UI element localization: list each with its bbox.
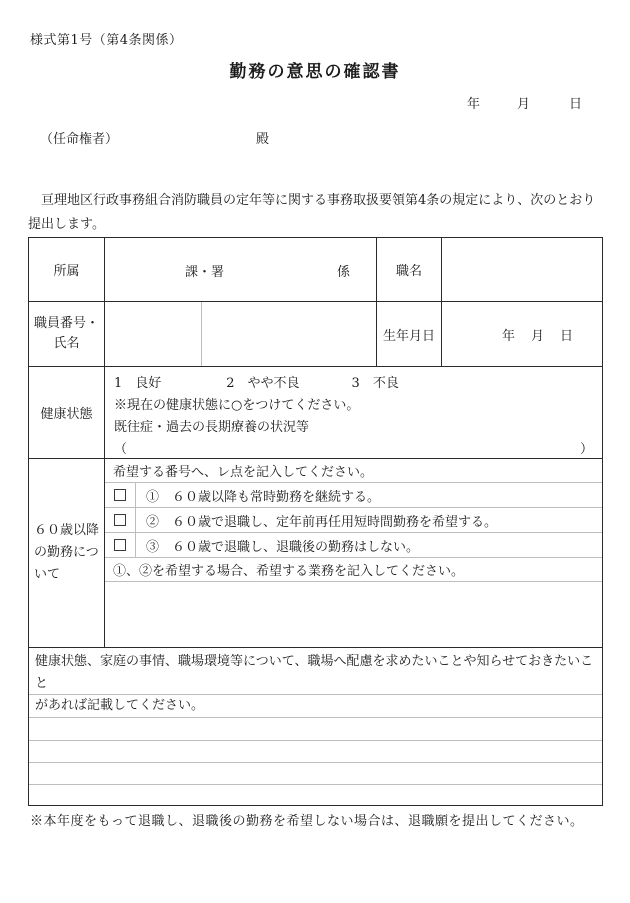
- birth-year-label: 年: [502, 328, 516, 344]
- affiliation-input-cell[interactable]: [105, 238, 377, 301]
- option-3-checkbox[interactable]: [105, 533, 136, 557]
- remarks-writing-line[interactable]: [29, 785, 602, 805]
- row-work-after-60: [29, 459, 602, 648]
- option-2-checkbox[interactable]: [105, 508, 136, 532]
- work-after-60-label: [29, 459, 105, 647]
- employee-number-name-label: [29, 302, 105, 366]
- checkbox-icon: [114, 539, 126, 551]
- health-content: [105, 367, 602, 458]
- division-label: 課・署: [185, 265, 225, 280]
- date-month-label: 月: [517, 97, 531, 112]
- section-label: 係: [337, 265, 351, 280]
- row-employee: [29, 302, 602, 367]
- date-line: [0, 93, 630, 111]
- remarks-instruction: [29, 648, 602, 713]
- paren-close: ）: [579, 442, 593, 457]
- appointing-authority-label: （任命権者）: [40, 132, 119, 147]
- date-year-label: 年: [467, 97, 481, 112]
- option-3-text: ③ ６０歳で退職し、退職後の勤務はしない。: [146, 539, 420, 555]
- work-option-row-3: [105, 533, 602, 558]
- checkbox-icon: [114, 489, 126, 501]
- row-affiliation: [29, 238, 602, 302]
- birth-day-label: 日: [560, 328, 574, 344]
- page-title: 勤務の意思の確認書: [229, 62, 401, 82]
- option-1-text: ① ６０歳以降も常時勤務を継続する。: [146, 489, 381, 505]
- remarks-line-1: 健康状態、家庭の事情、職場環境等について、職場へ配慮を求めたいことや知らせておきたいこと: [35, 654, 594, 691]
- work-note: ①、②を希望する場合、希望する業務を記入してください。: [105, 558, 602, 582]
- checkbox-icon: [114, 514, 126, 526]
- row-health: [29, 367, 602, 459]
- health-note-1: ※現在の健康状態に○をつけてください。: [114, 398, 360, 413]
- employee-number-input-cell[interactable]: [105, 302, 202, 366]
- paren-open: （: [114, 442, 128, 457]
- footnote: ※本年度をもって退職し、退職後の勤務を希望しない場合は、退職願を提出してください。: [30, 814, 584, 829]
- work-instruction: 希望する番号へ、レ点を記入してください。: [105, 459, 602, 483]
- position-label: 職名: [377, 238, 442, 301]
- work-label-line1: ６０歳以降: [34, 523, 100, 538]
- birthdate-input-cell[interactable]: [442, 302, 602, 366]
- desired-duties-input[interactable]: [105, 582, 602, 647]
- body-paragraph: [28, 189, 604, 237]
- remarks-writing-line[interactable]: [29, 741, 602, 763]
- remarks-writing-line[interactable]: [29, 763, 602, 785]
- work-options-content: [105, 459, 602, 647]
- employee-name-input-cell[interactable]: [202, 302, 377, 366]
- date-day-label: 日: [569, 97, 583, 112]
- addressee-line: [0, 128, 630, 146]
- remarks-line-2: があれば記載してください。: [35, 698, 205, 713]
- health-history-input[interactable]: [114, 439, 602, 461]
- health-label: 健康状態: [29, 367, 105, 458]
- row-remarks: [29, 648, 602, 713]
- work-label-line2: の勤務につ: [34, 545, 99, 560]
- body-line-1: 亘理地区行政事務組合消防職員の定年等に関する事務取扱要領第4条の規定により、次のとおり: [41, 193, 596, 208]
- work-label-line3: いて: [34, 567, 61, 582]
- position-input-cell[interactable]: [442, 238, 602, 301]
- option-2-text: ② ６０歳で退職し、定年前再任用短時間勤務を希望する。: [146, 514, 498, 530]
- honorific-label: 殿: [256, 132, 270, 147]
- work-option-row-1: [105, 483, 602, 508]
- affiliation-label: 所属: [29, 238, 105, 301]
- employee-label-line2: 氏名: [53, 336, 80, 351]
- health-scale-options[interactable]: 1 良好 2 やや不良 3 不良: [114, 376, 399, 391]
- birthdate-label: 生年月日: [377, 302, 442, 366]
- option-1-checkbox[interactable]: [105, 483, 136, 507]
- form-code: 様式第1号（第4条関係）: [30, 33, 183, 48]
- form-table: [28, 237, 603, 806]
- health-note-2: 既往症・過去の長期療養の状況等: [114, 420, 310, 435]
- remarks-writing-line[interactable]: [29, 718, 602, 741]
- work-option-row-2: [105, 508, 602, 533]
- birth-month-label: 月: [531, 328, 545, 344]
- body-line-2: 提出します。: [28, 217, 105, 232]
- employee-label-line1: 職員番号・: [33, 316, 99, 331]
